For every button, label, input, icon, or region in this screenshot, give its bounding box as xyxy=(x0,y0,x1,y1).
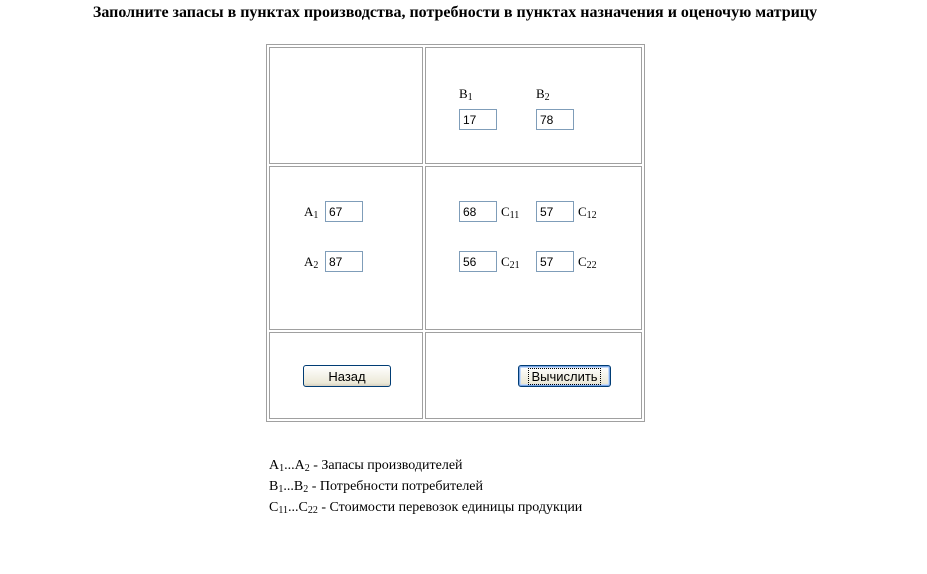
suppliers-cell xyxy=(269,166,423,330)
calculate-button-cell xyxy=(425,332,642,419)
calculate-button[interactable] xyxy=(518,365,611,387)
consumer-input-b2[interactable] xyxy=(536,109,574,130)
legend-line-costs: $C_{11}...C_{22}$ - Стоимости перевозок единицы продукции xyxy=(269,500,583,516)
legend xyxy=(269,455,582,518)
cost-label-c22: $C_{22}$ xyxy=(578,254,597,271)
cost-label-c11: $C_{11}$ xyxy=(501,204,520,221)
legend-line-consumers: $B_1...B_2$ - Потребности потребителей xyxy=(269,479,484,495)
cost-input-c21[interactable] xyxy=(459,251,497,272)
cost-input-c11[interactable] xyxy=(459,201,497,222)
consumer-input-b1[interactable] xyxy=(459,109,497,130)
back-button-cell xyxy=(269,332,423,419)
supplier-input-a1[interactable] xyxy=(325,201,363,222)
consumers-cell xyxy=(425,47,642,164)
cost-matrix-cell xyxy=(425,166,642,330)
page-title: Заполните запасы в пунктах производства, потребности в пунктах назначения и оценочую матрицу xyxy=(92,4,818,21)
back-button[interactable]: Назад xyxy=(303,365,391,387)
consumer-label-b2: $B_2$ xyxy=(536,86,550,103)
cost-label-c12: $C_{12}$ xyxy=(578,204,597,221)
consumer-label-b1: $B_1$ xyxy=(459,86,473,103)
cost-input-c12[interactable] xyxy=(536,201,574,222)
calculate-button-label: Вычислить xyxy=(528,368,600,385)
supplier-label-a2: $A_2$ xyxy=(304,254,319,271)
cost-input-c22[interactable] xyxy=(536,251,574,272)
supplier-label-a1: $A_1$ xyxy=(304,204,319,221)
supplier-input-a2[interactable] xyxy=(325,251,363,272)
legend-line-suppliers: $A_1...A_2$ - Запасы производителей xyxy=(269,458,463,474)
empty-corner-cell xyxy=(269,47,423,164)
input-grid xyxy=(266,44,645,422)
cost-label-c21: $C_{21}$ xyxy=(501,254,520,271)
